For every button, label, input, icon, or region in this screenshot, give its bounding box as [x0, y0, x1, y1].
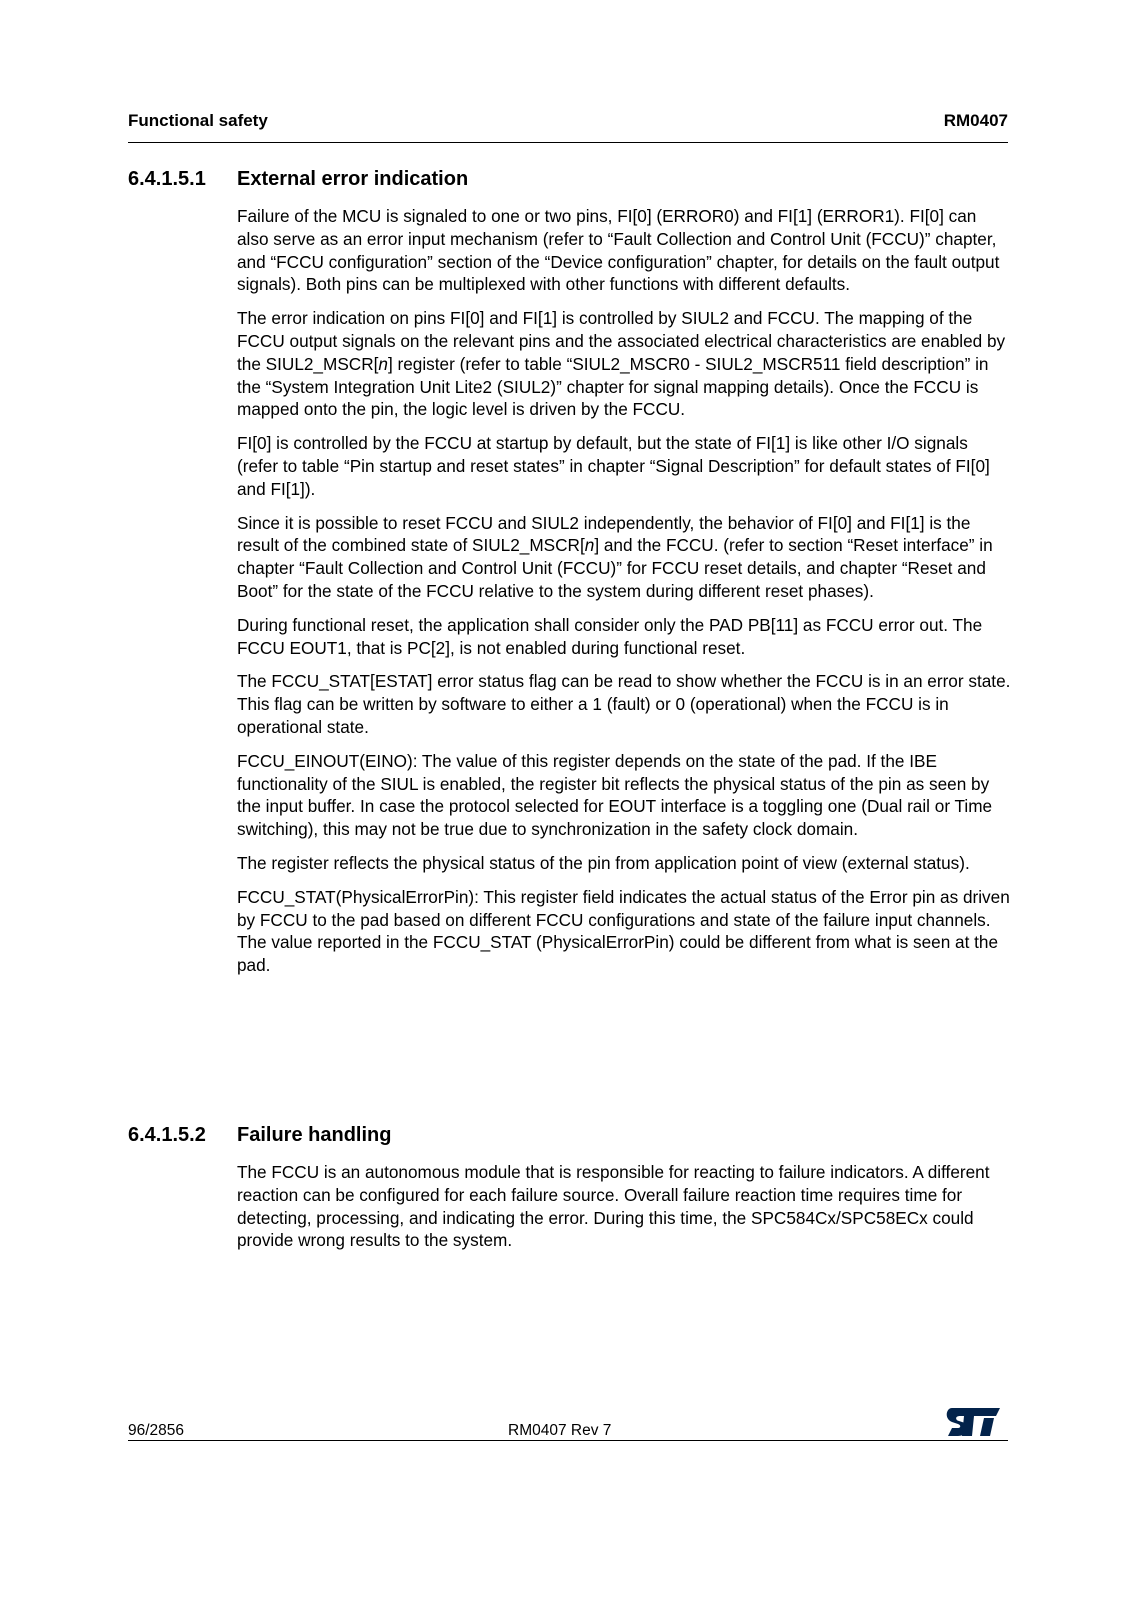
paragraph: The register reflects the physical status of the pin from application point of view (external status).	[237, 852, 970, 873]
section-heading-failure-handling	[128, 1124, 391, 1147]
section-number: 6.4.1.5.1	[128, 168, 206, 190]
section-title: Failure handling	[237, 1124, 392, 1146]
paragraph: The error indication on pins FI[0] and FI[1] is controlled by SIUL2 and FCCU. The mapping of the FCCU output signals on the relevant pins and the associated electrical characteristics are enabled by the SIUL2_MSCR[n] register (refer to table “SIUL2_MSCR0 - SIUL2_MSCR511 field description” in the “System Integration Unit Lite2 (SIUL2)” chapter for signal mapping details). Once the FCCU is mapped onto the pin, the logic level is driven by the FCCU.	[237, 308, 1006, 420]
doc-revision: RM0407 Rev 7	[508, 1422, 612, 1439]
paragraph: During functional reset, the application shall consider only the PAD PB[11] as FCCU error out. The FCCU EOUT1, that is PC[2], is not enabled during functional reset.	[237, 614, 983, 658]
header-chapter-title: Functional safety	[128, 111, 268, 130]
page-header	[128, 108, 1008, 143]
section-body-external-error-indication	[237, 205, 1011, 988]
section-heading-external-error-indication	[128, 168, 468, 191]
section-number: 6.4.1.5.2	[128, 1124, 206, 1146]
paragraph: Since it is possible to reset FCCU and SIUL2 independently, the behavior of FI[0] and FI[1] is the result of the combined state of SIUL2_MSCR[n] and the FCCU. (refer to section “Reset interface” in chapter “Fault Collection and Control Unit (FCCU)” for FCCU reset details, and chapter “Reset and Boot” for the state of the FCCU relative to the system during different reset phases).	[237, 512, 993, 601]
page-footer	[128, 1400, 1008, 1441]
paragraph: FI[0] is controlled by the FCCU at startup by default, but the state of FI[1] is like other I/O signals (refer to table “Pin startup and reset states” in chapter “Signal Description” for default states of FI[0] and FI[1]).	[237, 433, 990, 499]
paragraph: FCCU_STAT(PhysicalErrorPin): This register field indicates the actual status of the Error pin as driven by FCCU to the pad based on different FCCU configurations and state of the failure input channels. The value reported in the FCCU_STAT (PhysicalErrorPin) could be different from what is seen at the pad.	[237, 886, 1010, 976]
paragraph: The FCCU is an autonomous module that is responsible for reacting to failure indicators. A different reaction can be configured for each failure source. Overall failure reaction time requires time for detecting, processing, and indicating the error. During this time, the SPC584Cx/SPC58ECx could provide wrong results to the system.	[237, 1162, 990, 1251]
st-logo-icon	[946, 1406, 1002, 1438]
section-title: External error indication	[237, 168, 469, 190]
paragraph: Failure of the MCU is signaled to one or two pins, FI[0] (ERROR0) and FI[1] (ERROR1). FI[0] can also serve as an error input mechanism (refer to “Fault Collection and Control Unit (FCCU)” chapter, and “FCCU configuration” section of the “Device configuration” chapter, for details on the fault output signals). Both pins can be multiplexed with other functions with different defaults.	[237, 206, 1000, 295]
paragraph: The FCCU_STAT[ESTAT] error status flag can be read to show whether the FCCU is in an error state. This flag can be written by software to either a 1 (fault) or 0 (operational) when the FCCU is in operational state.	[237, 671, 1011, 737]
section-body-failure-handling	[237, 1161, 1011, 1263]
page-number: 96/2856	[128, 1422, 185, 1439]
paragraph: FCCU_EINOUT(EINO): The value of this register depends on the state of the pad. If the IBE functionality of the SIUL is enabled, the register bit reflects the physical status of the pin as seen by the input buffer. In case the protocol selected for EOUT interface is a toggling one (Dual rail or Time switching), this may not be true due to synchronization in the safety clock domain.	[237, 750, 993, 840]
header-doc-id: RM0407	[943, 111, 1008, 130]
